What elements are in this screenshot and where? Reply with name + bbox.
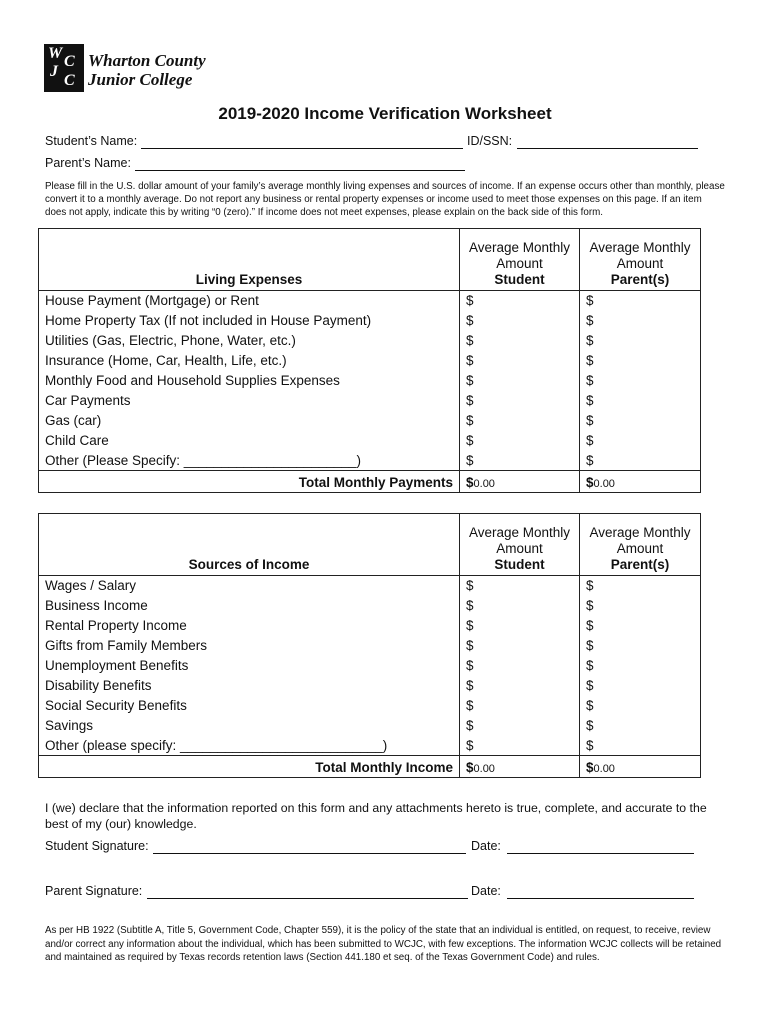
student-signature-field[interactable] — [153, 853, 466, 854]
logo-letter-c2: C — [64, 72, 75, 89]
student-amount-field[interactable]: $ — [466, 578, 474, 593]
expense-row-label: Insurance (Home, Car, Health, Life, etc.) — [45, 353, 287, 368]
parent-signature-field[interactable] — [147, 898, 468, 899]
student-amount-field[interactable]: $ — [466, 598, 474, 613]
student-column-header: Average Monthly Amount Student — [468, 525, 571, 572]
parent-amount-field[interactable]: $ — [586, 293, 594, 308]
total-payments-label: Total Monthly Payments — [298, 475, 453, 490]
student-name-field[interactable] — [141, 148, 463, 149]
parent-amount-field[interactable]: $ — [586, 698, 594, 713]
total-income-student: $0.00 — [466, 760, 495, 775]
student-amount-field[interactable]: $ — [466, 393, 474, 408]
income-row-label: Wages / Salary — [45, 578, 137, 593]
parent-amount-field[interactable]: $ — [586, 638, 594, 653]
student-signature-label: Student Signature: — [45, 839, 149, 853]
student-amount-field[interactable]: $ — [466, 658, 474, 673]
expense-row-label: Gas (car) — [45, 413, 102, 428]
college-name — [88, 51, 206, 89]
sources-of-income-table — [38, 513, 701, 778]
expense-row-label: Monthly Food and Household Supplies Expenses — [45, 373, 340, 388]
logo-letter-j: J — [50, 63, 58, 80]
parent-date-label: Date: — [471, 884, 501, 898]
parent-amount-field[interactable]: $ — [586, 578, 594, 593]
student-date-field[interactable] — [507, 853, 694, 854]
student-amount-field[interactable]: $ — [466, 293, 474, 308]
living-expenses-table — [38, 228, 701, 493]
expense-row-label: Car Payments — [45, 393, 131, 408]
logo-letter-c1: C — [64, 53, 75, 70]
records-policy-footnote: As per HB 1922 (Subtitle A, Title 5, Government Code, Chapter 559), it is the policy of the state that an individual is entitled, on request, to receive, review and/or correct any information about the individual, which has been submitted to WCJC, with few exceptions. The information WCJC collects will be retained and maintained as required by Texas records retention laws (Section 441.180 et seq. of the Texas Government Code) and rules. — [45, 925, 722, 963]
id-ssn-field[interactable] — [517, 148, 698, 149]
income-row-label: Gifts from Family Members — [45, 638, 208, 653]
income-row-label: Savings — [45, 718, 94, 733]
parent-amount-field[interactable]: $ — [586, 413, 594, 428]
student-amount-field[interactable]: $ — [466, 738, 474, 753]
student-amount-field[interactable]: $ — [466, 333, 474, 348]
student-amount-field[interactable]: $ — [466, 433, 474, 448]
total-payments-parent: $0.00 — [586, 475, 615, 490]
living-expenses-heading: Living Expenses — [195, 272, 303, 287]
income-row-label: Disability Benefits — [45, 678, 152, 693]
student-amount-field[interactable]: $ — [466, 413, 474, 428]
college-logo-mark — [44, 44, 84, 92]
expense-row-label: Other (Please Specify: _______________________) — [45, 453, 361, 468]
logo-letter-w: W — [48, 45, 63, 62]
parent-amount-field[interactable]: $ — [586, 658, 594, 673]
parent-amount-field[interactable]: $ — [586, 718, 594, 733]
parent-amount-field[interactable]: $ — [586, 618, 594, 633]
income-row-label: Other (please specify: ___________________________) — [45, 738, 388, 753]
parent-signature-label: Parent Signature: — [45, 884, 143, 898]
student-column-header: Average Monthly Amount Student — [468, 240, 571, 287]
page-title: 2019-2020 Income Verification Worksheet — [218, 104, 552, 123]
total-income-parent: $0.00 — [586, 760, 615, 775]
parent-amount-field[interactable]: $ — [586, 453, 594, 468]
declaration-text: I (we) declare that the information reported on this form and any attachments hereto is true, complete, and accurate to the best of my (our) knowledge. — [45, 801, 707, 831]
income-row-label: Business Income — [45, 598, 148, 613]
student-amount-field[interactable]: $ — [466, 698, 474, 713]
student-amount-field[interactable]: $ — [466, 618, 474, 633]
parent-column-header: Average Monthly Amount Parent(s) — [589, 525, 691, 572]
total-payments-student: $0.00 — [466, 475, 495, 490]
parent-amount-field[interactable]: $ — [586, 738, 594, 753]
parent-name-label: Parent’s Name: — [45, 156, 131, 170]
student-amount-field[interactable]: $ — [466, 453, 474, 468]
student-amount-field[interactable]: $ — [466, 313, 474, 328]
parent-amount-field[interactable]: $ — [586, 598, 594, 613]
instructions-text: Please fill in the U.S. dollar amount of your family’s average monthly living expenses and sources of income. If an expense occurs other than monthly, please convert it to a monthly average. Do not report any business or rental property expenses or income used to meet those expenses on this page. If an item does not apply, indicate this by writing “0 (zero).” If income does not meet expenses, please explain on the back side of this form. — [45, 181, 725, 218]
student-date-label: Date: — [471, 839, 501, 853]
student-name-label: Student’s Name: — [45, 134, 138, 148]
expense-row-label: Child Care — [45, 433, 109, 448]
sources-of-income-heading: Sources of Income — [188, 557, 310, 572]
parent-date-field[interactable] — [507, 898, 694, 899]
parent-amount-field[interactable]: $ — [586, 353, 594, 368]
parent-amount-field[interactable]: $ — [586, 433, 594, 448]
student-amount-field[interactable]: $ — [466, 373, 474, 388]
parent-name-field[interactable] — [135, 170, 465, 171]
college-name-line1: Wharton County — [88, 51, 206, 70]
expense-row-label: Home Property Tax (If not included in House Payment) — [45, 313, 372, 328]
student-amount-field[interactable]: $ — [466, 353, 474, 368]
income-row-label: Unemployment Benefits — [45, 658, 189, 673]
parent-amount-field[interactable]: $ — [586, 393, 594, 408]
student-amount-field[interactable]: $ — [466, 638, 474, 653]
id-ssn-label: ID/SSN: — [467, 134, 513, 148]
parent-column-header: Average Monthly Amount Parent(s) — [589, 240, 691, 287]
expense-row-label: Utilities (Gas, Electric, Phone, Water, etc.) — [45, 333, 296, 348]
college-name-line2: Junior College — [88, 70, 193, 89]
student-amount-field[interactable]: $ — [466, 678, 474, 693]
total-income-label: Total Monthly Income — [315, 760, 453, 775]
income-row-label: Rental Property Income — [45, 618, 187, 633]
parent-amount-field[interactable]: $ — [586, 333, 594, 348]
expense-row-label: House Payment (Mortgage) or Rent — [45, 293, 259, 308]
student-amount-field[interactable]: $ — [466, 718, 474, 733]
parent-amount-field[interactable]: $ — [586, 373, 594, 388]
parent-amount-field[interactable]: $ — [586, 313, 594, 328]
parent-amount-field[interactable]: $ — [586, 678, 594, 693]
income-row-label: Social Security Benefits — [45, 698, 187, 713]
